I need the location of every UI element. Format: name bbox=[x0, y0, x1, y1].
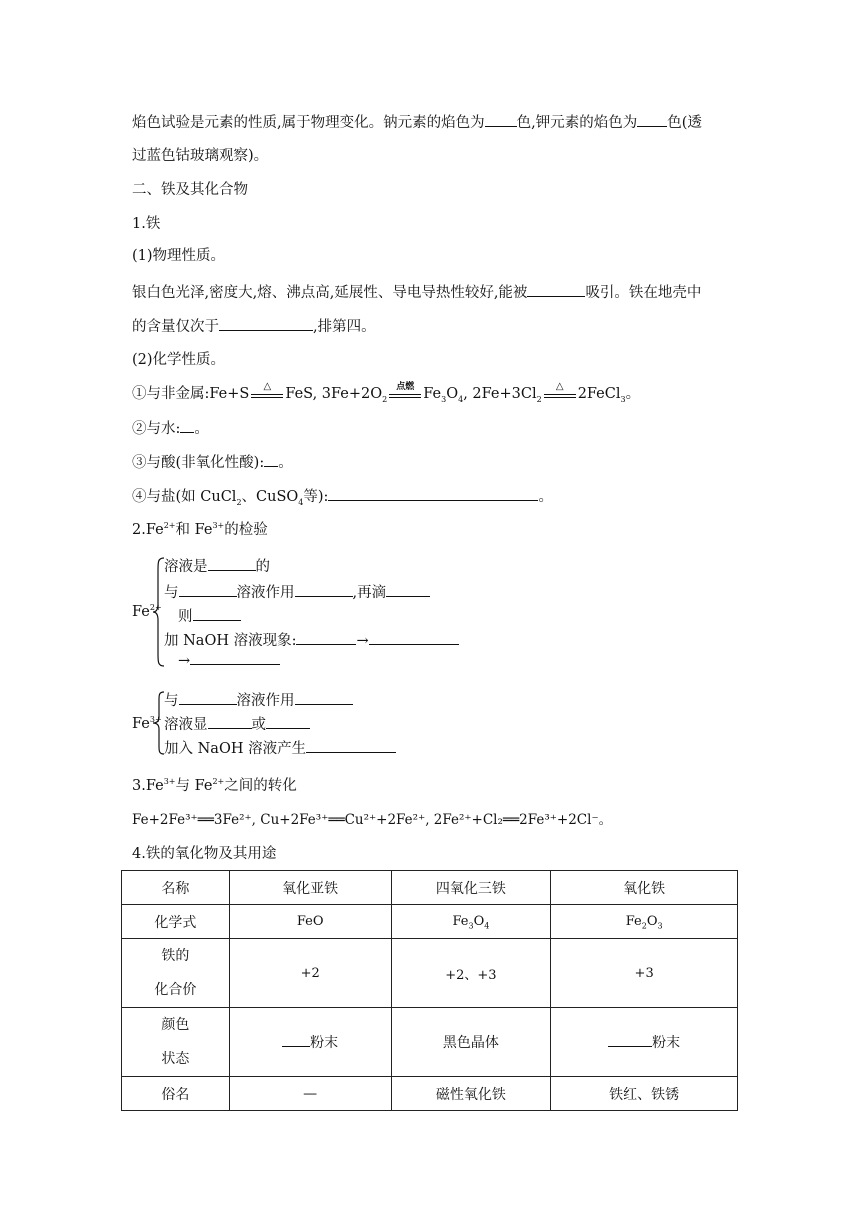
reaction-salt: ④与盐(如 CuCl$_2$、CuSO$_4$等): 。 bbox=[132, 486, 553, 507]
fe3-test-reagent: 与 溶液作用 bbox=[164, 690, 353, 711]
subheading-iron: 1.铁 bbox=[132, 216, 161, 232]
table-cell: 磁性氧化铁 bbox=[391, 1077, 551, 1111]
fe2-test-reagent: 与 溶液作用 ,再滴 bbox=[164, 582, 430, 603]
table-cell: 粉末 bbox=[551, 1008, 738, 1077]
fe3-test-naoh: 加入 NaOH 溶液产生 bbox=[164, 738, 396, 759]
table-cell: 颜色 状态 bbox=[122, 1008, 230, 1077]
chemical-properties-heading: (2)化学性质。 bbox=[132, 352, 226, 368]
table-cell: $Fe_3O_4$ bbox=[391, 905, 551, 939]
physical-properties-text-2: 的含量仅次于 ,排第四。 bbox=[132, 316, 376, 337]
section-heading-iron-compounds: 二、铁及其化合物 bbox=[132, 182, 248, 198]
fe3-test-color: 溶液显 或 bbox=[164, 714, 310, 735]
fe2-test-color: 溶液是 的 bbox=[164, 556, 270, 577]
table-header-cell: 四氧化三铁 bbox=[391, 871, 551, 905]
table-cell: 铁红、铁锈 bbox=[551, 1077, 738, 1111]
conversion-heading: $3.Fe^{3+}$与 $Fe^{2+}$之间的转化 bbox=[132, 777, 297, 794]
fe3-label: $Fe^{3+}$ bbox=[132, 715, 162, 732]
table-cell: +2 bbox=[229, 939, 391, 1008]
fe2-test-naoh-cont: → bbox=[178, 650, 280, 671]
table-cell: FeO bbox=[229, 905, 391, 939]
intro-line-2: 过蓝色钴玻璃观察)。 bbox=[132, 148, 269, 164]
table-row bbox=[122, 1008, 738, 1077]
conversion-equations: Fe+2Fe³⁺══3Fe²⁺, Cu+2Fe³⁺══Cu²⁺+2Fe²⁺, 2Fe²⁺+Cl₂══2Fe³⁺+2Cl⁻。 bbox=[132, 812, 613, 828]
ignite-equals-sign: 点燃 bbox=[387, 384, 423, 404]
table-cell: $Fe_2O_3$ bbox=[551, 905, 738, 939]
table-cell: 铁的 化合价 bbox=[122, 939, 230, 1008]
table-row bbox=[122, 939, 738, 1008]
oxides-heading: 4.铁的氧化物及其用途 bbox=[132, 846, 277, 862]
table-cell: 俗名 bbox=[122, 1077, 230, 1111]
fe2-label: $Fe^{2+}$ bbox=[132, 603, 162, 620]
reaction-nonmetal: ①与非金属:Fe+S △ FeS, $3Fe+2O_2$ 点燃 $Fe_3O_4$, $2Fe+3Cl_2$ △ 2FeCl$_3$。 bbox=[132, 381, 641, 404]
table-cell: 粉末 bbox=[229, 1008, 391, 1077]
table-row bbox=[122, 905, 738, 939]
table-cell: 化学式 bbox=[122, 905, 230, 939]
intro-line-1: 焰色试验是元素的性质,属于物理变化。钠元素的焰色为 色,钾元素的焰色为 色(透 bbox=[132, 112, 702, 133]
table-header-cell: 氧化亚铁 bbox=[229, 871, 391, 905]
physical-properties-heading: (1)物理性质。 bbox=[132, 248, 226, 264]
heating-equals-sign: △ bbox=[542, 384, 578, 404]
reaction-acid: ③与酸(非氧化性酸): 。 bbox=[132, 452, 293, 473]
physical-properties-text-1: 银白色光泽,密度大,熔、沸点高,延展性、导电导热性较好,能被 吸引。铁在地壳中 bbox=[132, 282, 701, 303]
heating-equals-sign: △ bbox=[249, 384, 285, 404]
table-cell: +3 bbox=[551, 939, 738, 1008]
table-cell: 黑色晶体 bbox=[391, 1008, 551, 1077]
ion-test-heading: $2.Fe^{2+}$和 $Fe^{3+}$的检验 bbox=[132, 521, 268, 538]
fe2-test-then: 则 bbox=[178, 606, 241, 627]
table-cell: +2、+3 bbox=[391, 939, 551, 1008]
reaction-water: ②与水: 。 bbox=[132, 418, 209, 439]
fe2-test-naoh: 加 NaOH 溶液现象: → bbox=[164, 630, 459, 651]
table-row bbox=[122, 871, 738, 905]
table-row bbox=[122, 1077, 738, 1111]
table-header-cell: 氧化铁 bbox=[551, 871, 738, 905]
table-cell: — bbox=[229, 1077, 391, 1111]
table-header-cell: 名称 bbox=[122, 871, 230, 905]
iron-oxides-table bbox=[121, 870, 738, 1111]
